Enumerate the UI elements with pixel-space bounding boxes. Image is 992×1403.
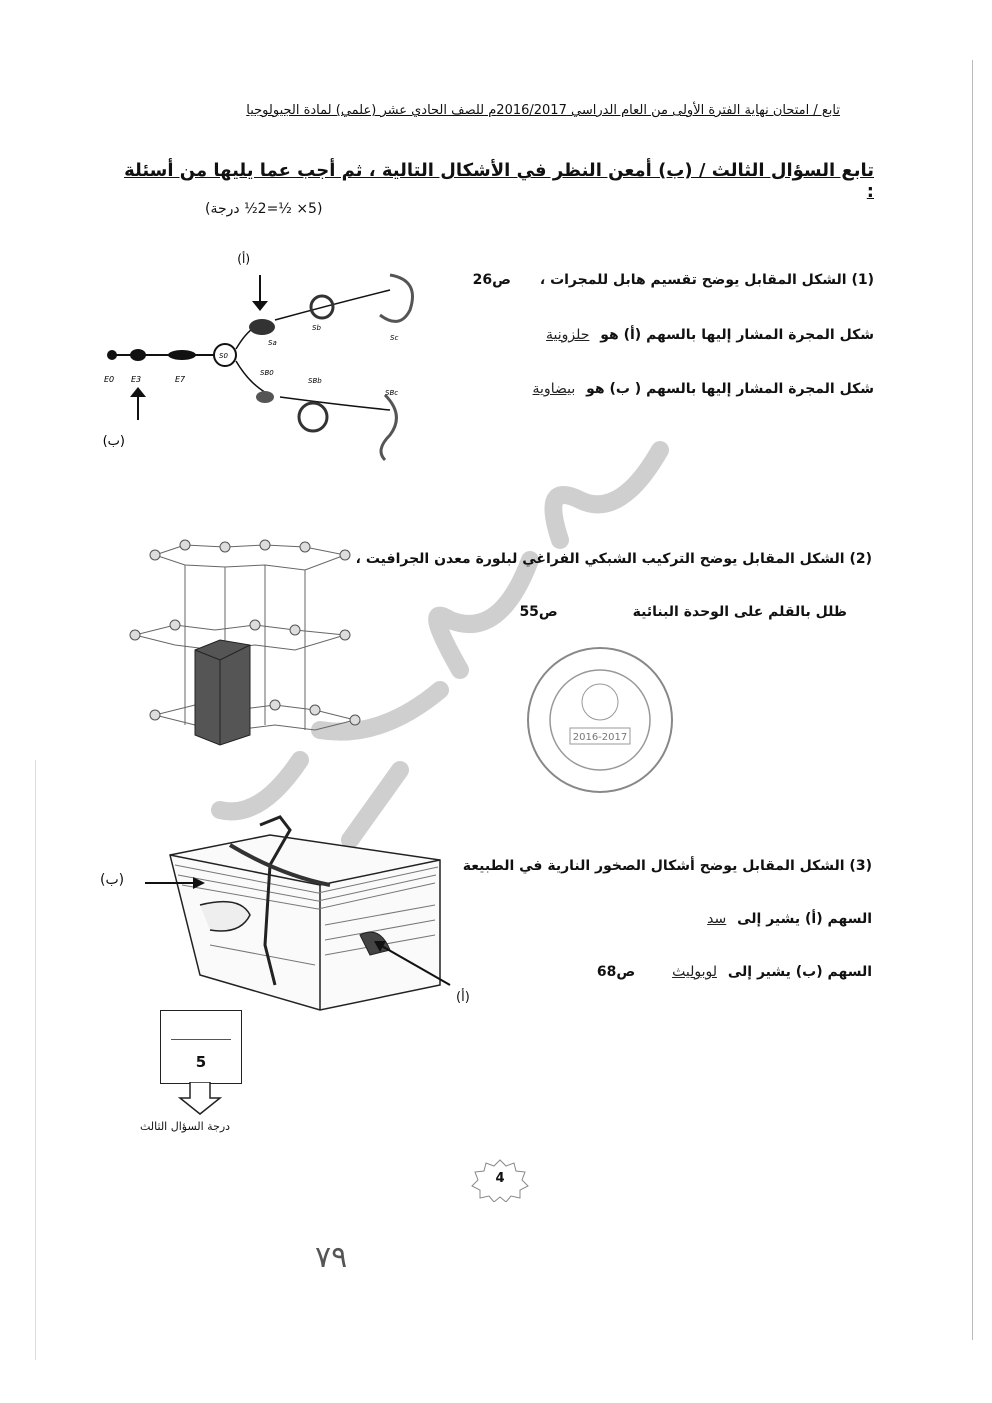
q1-answer-a: حلزونية — [545, 327, 590, 343]
q3-fig-label-a: (أ) — [456, 990, 470, 1005]
code-e0: E0 — [104, 375, 115, 384]
q3-page-ref: ص68 — [596, 964, 636, 980]
code-sbb: SBb — [308, 377, 322, 385]
galaxy-e3 — [130, 349, 146, 361]
q1-line-a: شكل المجرة المشار إليها بالسهم (أ) هو حلزونية — [454, 327, 874, 343]
page-left-edge — [35, 760, 36, 1360]
q2-stem: (2) الشكل المقابل يوضح التركيب الشبكي الفراغي لبلورة معدن الجرافيت ، — [355, 551, 872, 567]
code-sb: Sb — [312, 324, 321, 332]
code-e3: E3 — [131, 375, 142, 384]
q3-answer-b: لوبوليث — [672, 964, 717, 980]
score-label: درجة السؤال الثالث — [140, 1120, 231, 1133]
q2-page-ref: ص55 — [519, 604, 558, 620]
q3-fig-label-b: (ب) — [100, 872, 125, 888]
code-s0: S0 — [219, 352, 228, 360]
hubble-classification-figure — [100, 245, 430, 465]
q1-page-ref: ص26 — [472, 272, 511, 288]
code-sb0: SB0 — [260, 369, 274, 377]
galaxy-sbc — [381, 395, 396, 460]
galaxy-sb0 — [256, 391, 274, 403]
q3-line-a: السهم (أ) يشير إلى سد — [452, 911, 872, 927]
code-e7: E7 — [175, 375, 186, 384]
q3-line-b: السهم (ب) يشير إلى لوبوليث ص68 — [596, 964, 872, 980]
q1-stem — [454, 272, 874, 288]
galaxy-sc — [380, 275, 413, 321]
galaxy-sa — [249, 319, 275, 335]
unit-cell-shaded — [195, 640, 250, 745]
score-arrow-icon — [178, 1082, 222, 1116]
q3-answer-a: سد — [707, 911, 727, 927]
q2-instruction: ظلل بالقلم على الوحدة البنائية ص55 — [519, 604, 847, 620]
q1-answer-b: بيضاوية — [532, 381, 576, 397]
galaxy-sbb — [299, 403, 327, 431]
code-sc: Sc — [390, 334, 399, 342]
page-number-badge — [470, 1158, 530, 1202]
page-number: 4 — [495, 1171, 505, 1186]
page-right-edge — [972, 60, 973, 1340]
q1-line-b: شكل المجرة المشار إليها بالسهم ( ب) هو بيضاوية — [454, 381, 874, 397]
galaxy-e0 — [107, 350, 117, 360]
official-stamp — [520, 640, 680, 800]
exam-header: تابع / امتحان نهاية الفترة الأولى من العام الدراسي 2016/2017م للصف الحادي عشر (علمي) لمادة الجيولوجيا — [246, 103, 840, 118]
code-sbc: SBc — [385, 389, 399, 397]
stamp-year: 2016-2017 — [572, 732, 628, 743]
marks-note: (5× ½=2½ درجة) — [205, 201, 323, 217]
question-title: تابع السؤال الثالث / (ب) أمعن النظر في الأشكال التالية ، ثم أجب عما يليها من أسئلة : — [124, 160, 874, 202]
handwritten-number: ٧٩ — [315, 1240, 348, 1275]
code-sa: Sa — [268, 339, 277, 347]
galaxy-e7 — [168, 350, 196, 360]
q1-stem-text: (1) الشكل المقابل يوضح تقسيم هابل للمجرات ، — [539, 272, 874, 288]
question-score: 5 — [195, 1053, 207, 1071]
label-b: (ب) — [102, 434, 125, 449]
igneous-rocks-figure — [90, 805, 470, 1015]
label-a: (أ) — [237, 252, 250, 266]
question-score-box — [160, 1010, 242, 1084]
q3-stem: (3) الشكل المقابل يوضح أشكال الصخور النارية في الطبيعة — [462, 858, 872, 874]
graphite-lattice-figure — [125, 535, 365, 755]
